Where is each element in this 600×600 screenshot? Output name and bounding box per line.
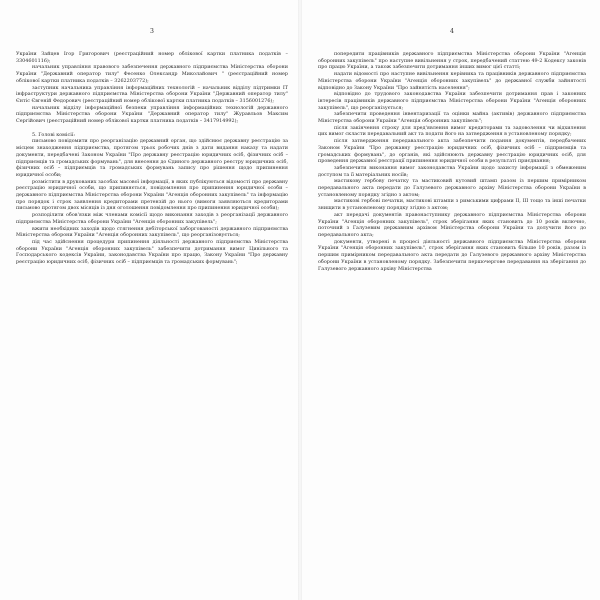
paragraph: під час здійснення процедури припинення діяльності державного підприємства Міністерства оборони України "Агенція оборонних закупівель" забезпечити дотримання вимог Цивільного та Господарського кодексів України, законодавства України про працю, Закону України "Про державну реєстрацію юридичних осіб, фізичних осіб – підприємців та громадських формувань"; bbox=[16, 238, 288, 266]
paragraph: розподілити обов'язки між членами комісії щодо виконання заходів з реорганізації державного підприємства Міністерства оборони України "Агенція оборонних закупівель"; bbox=[16, 212, 288, 225]
paragraph: забезпечити проведення інвентаризації та оцінки майна (активів) державного підприємства Міністерства оборони України "Агенція оборонних закупівель"; bbox=[318, 111, 586, 125]
paragraph: надати відомості про наступне вивільнення керівника та працівників державного підприємства Міністерства оборони України "Агенція оборонних закупівель" до державної служби зайнятості відповідно до Закону України "Про зайнятість населення"; bbox=[318, 71, 586, 91]
paragraph: мастикові гербові печатки, мастикові штампи з римськими цифрами II, III тощо та інші печатки знищити в установленому порядку згідно з актом; bbox=[318, 198, 586, 212]
page-4 bbox=[300, 0, 600, 600]
page-number: 3 bbox=[150, 28, 154, 35]
paragraph: вжити необхідних заходів щодо стягнення дебіторської заборгованості державного підприємства Міністерства оборони України "Агенція оборонних закупівель", що реорганізовується; bbox=[16, 225, 288, 239]
section-title: 5. Голові комісії: bbox=[32, 131, 75, 138]
paragraph: відповідно до трудового законодавства України забезпечити дотримання прав і законних інтересів працівників державного підприємства Міністерства оборони України "Агенція оборонних закупівель", що реорганізується; bbox=[318, 91, 586, 111]
paragraph: після затвердження передавального акта забезпечити подання документів, передбачених Законом України "Про державну реєстрацію юридичних осіб, фізичних осіб – підприємців та громадських формувань", до органів, які здійснюють державну реєстрацію юридичних осіб, для проведення державної реєстрації припинення юридичної особи в результаті приєднання; bbox=[318, 138, 586, 165]
paragraph: попередити працівників державного підприємства Міністерства оборони України "Агенція оборонних закупівель" про наступне вивільнення у строк, передбачений статтею 49-2 Кодексу законів про працю України, а також забезпечити дотримання інших вимог цієї статті; bbox=[318, 51, 586, 71]
paragraph: заступник начальника управління інформаційних технологій – начальник відділу підтримки ІТ інфраструктури державного підприємства Міністерства оборони України "Державний оператор тилу" Єнтіс Євгеній Федорович (реєстраційний номер облікової картки платника податків – 3156001276); bbox=[16, 84, 288, 104]
page-number: 4 bbox=[450, 28, 454, 35]
paragraph: письмово повідомити про реорганізацію державний орган, що здійснює державну реєстрацію за місцем знаходження підприємства, протягом трьох робочих днів з дати видання наказу та надати документи, передбачені Законом України "Про державну реєстрацію юридичних осіб, фізичних осіб – підприємців та громадських формувань", для внесення до Єдиного державного реєстру юридичних осіб, фізичних осіб – підприємців та громадських формувань запису про рішення щодо припинення юридичної особи; bbox=[16, 138, 288, 178]
paragraph: України Зайцев Ігор Григорович (реєстраційний номер облікової картки платника податків – 3304601116); bbox=[16, 51, 288, 64]
paragraph: акт передачі документів правонаступнику державного підприємства Міністерства оборони України "Агенція оборонних закупівель", строк зберігання яких становить до 10 років включно, поточний з Галузевим державним архівом Міністерства оборони України та долучити його до передавального акта; bbox=[318, 211, 586, 238]
paragraph: мастикову гербову печатку та мастиковий кутовий штамп разом із першим примірником передавального акта передати до Галузевого державного архіву Міністерства оборони України в установленому порядку згідно з актом; bbox=[318, 178, 586, 198]
paragraph: після закінчення строку для пред'явлення вимог кредиторами та задоволення чи відхилення цих вимог скласти передавальний акт та подати його на затвердження в установленому порядку; bbox=[318, 124, 586, 138]
paragraph: розмістити в друкованих засобах масової інформації, в яких публікуються відомості про державну реєстрацію юридичної особи, що припиняється, повідомлення про припинення юридичної особи – державного підприємства Міністерства оборони України "Агенція оборонних закупівель" та інформацію про порядок і строк заявлення кредиторами претензій до нього (вимоги заявляються кредиторами письмово протягом двох місяців із дня оголошення повідомлення про припинення юридичної особи); bbox=[16, 178, 288, 212]
paragraph: начальник відділу інформаційної безпеки управління інформаційних технологій державного підприємства Міністерства оборони України "Державний оператор тилу" Журавльов Максим Сергійович (реєстраційний номер облікової картки платника податків – 3417914992); bbox=[16, 104, 288, 125]
paragraph: документи, утворені в процесі діяльності державного підприємства Міністерства оборони України "Агенція оборонних закупівель", строк зберігання яких становить більше 10 років, разом із першим примірником передавального акта передати до Галузевого державного архіву Міністерства оборони України в установленому порядку. Забезпечити першочергове передавання на зберігання до Галузевого державного архіву Міністерства bbox=[318, 238, 586, 272]
paragraph: начальник управління правового забезпечення державного підприємства Міністерства оборони України "Державний оператор тилу" Фесенко Олександр Миколайович " (реєстраційний номер облікової картки платника податків – 3262203772); bbox=[16, 64, 288, 84]
paragraph: забезпечити виконання вимог законодавства України щодо захисту інформації з обмеженим доступом та її матеріальних носіїв; bbox=[318, 164, 586, 178]
